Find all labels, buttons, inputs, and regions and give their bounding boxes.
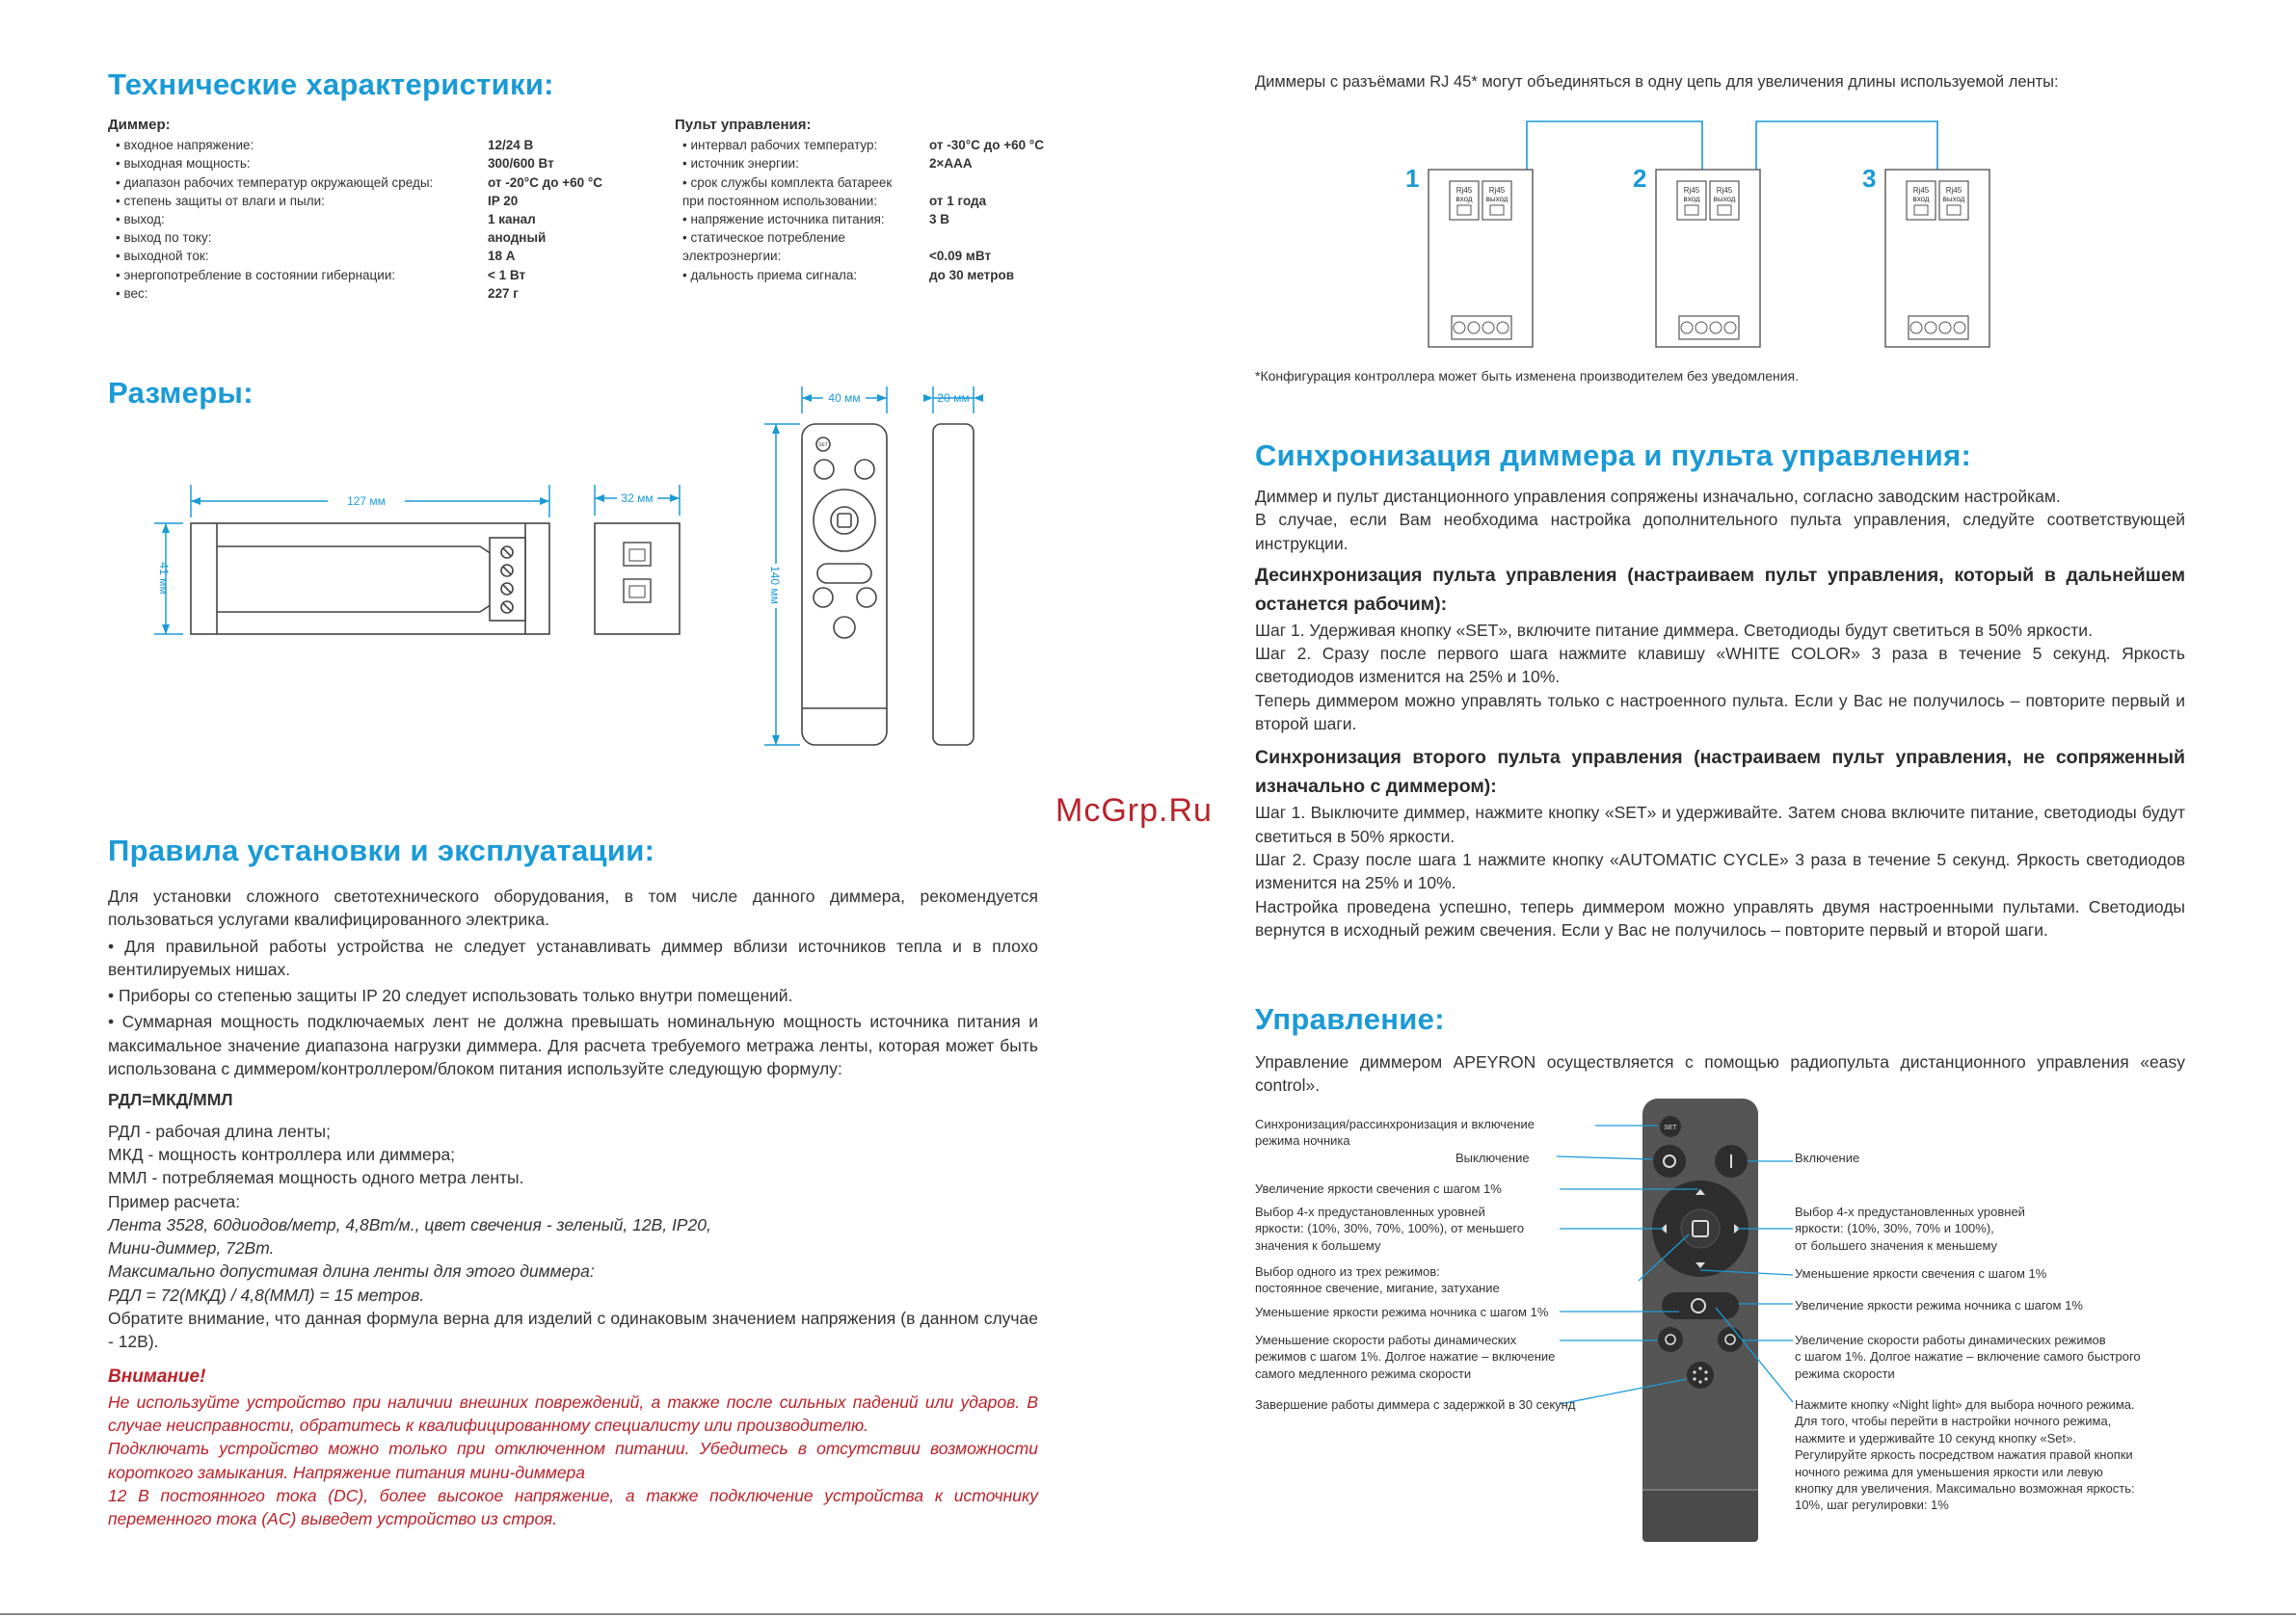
chain-intro: Диммеры с разъёмами RJ 45* могут объединяться в одну цепь для увеличения длины используемой ленты: xyxy=(1255,73,2059,91)
warning-line: Не используйте устройство при наличии внешних повреждений, а также после сильных падений или ударов. В случае неисправности, обратитесь к квалифицированному специалисту или производителю. xyxy=(108,1392,1038,1435)
second-sync-step: Настройка проведена успешно, теперь диммером можно управлять двумя настроенными пультами. Светодиоды вернутся в исходный режим свечения. Если у Вас не получилось – повторите первый и второй шаги. xyxy=(1255,896,2185,940)
port-label: Rj45 xyxy=(1716,186,1733,195)
second-sync-title: Синхронизация второго пульта управления (настраиваем пульт управления, не сопряженный изначально с диммером): xyxy=(1255,747,2185,798)
dimensions-drawing xyxy=(145,381,1012,766)
control-title: Управление: xyxy=(1255,1002,1445,1036)
example-line: РДЛ = 72(МКД) / 4,8(ММЛ) = 15 метров. xyxy=(108,1285,425,1305)
callout-off: Выключение xyxy=(1455,1151,1530,1165)
port-label: выход xyxy=(1942,195,1965,203)
definition-line: МКД - мощность контроллера или диммера; xyxy=(108,1144,456,1164)
spec-label: • интервал рабочих температур: xyxy=(682,138,878,153)
terminal-block xyxy=(1909,316,1968,339)
unit-number: 1 xyxy=(1405,164,1420,193)
port-label: вход xyxy=(1912,195,1930,203)
terminal-block xyxy=(1679,316,1739,339)
second-sync-step: Шаг 2. Сразу после шага 1 нажмите кнопку «AUTOMATIC CYCLE» 3 раза в течение 5 секунд. Яркость светодиодов изменится на 25% и 10%. xyxy=(1255,849,2185,893)
warning-title: Внимание! xyxy=(108,1366,206,1387)
formula: РДЛ=МКД/ММЛ xyxy=(108,1090,233,1110)
svg-text:SET: SET xyxy=(818,442,828,448)
desync-step: Шаг 2. Сразу после первого шага нажмите клавишу «WHITE COLOR» 3 раза в течение 5 секунд. Яркость светодиодов изменится на 25% и 10%. xyxy=(1255,644,2185,687)
sizes-title: Размеры: xyxy=(108,376,254,410)
spec-label: • выход: xyxy=(116,212,165,227)
definition-line: РДЛ - рабочая длина ленты; xyxy=(108,1121,331,1141)
rules-paragraph: • Суммарная мощность подключаемых лент не должна превышать номинальную мощность источника питания и максимальное значение диапазона нагрузки диммера. Для расчета требуемого метража ленты, которая может быть использована с диммером/контроллером/блоком питания используйте следующую формулу: xyxy=(108,1012,1038,1079)
svg-text:SET: SET xyxy=(1664,1125,1677,1131)
callout-brightness-up: Увеличение яркости свечения с шагом 1% xyxy=(1255,1181,1502,1196)
spec-row xyxy=(108,247,648,265)
port-label: Rj45 xyxy=(1912,186,1930,195)
spec-row xyxy=(108,173,648,192)
sync-intro-line: Диммер и пульт дистанционного управления сопряжены изначально, согласно заводским настройкам. xyxy=(1255,487,2061,506)
spec-row xyxy=(675,228,1118,247)
spec-value: 2×ААА xyxy=(929,156,973,172)
port-label: Rj45 xyxy=(1488,186,1506,195)
spec-row xyxy=(675,266,1118,284)
chain-footnote: *Конфигурация контроллера может быть изменена производителем без уведомления. xyxy=(1255,368,1799,384)
warning-line: Подключать устройство можно только при отключенном питании. Убедитесь в отсутствии возможности короткого замыкания. Напряжение питания мини-диммера xyxy=(108,1439,1038,1482)
spec-value: от -30°С до +60 °С xyxy=(929,138,1045,153)
callout-timer: Завершение работы диммера с задержкой в 30 секунд xyxy=(1255,1397,1576,1412)
remote-side-view xyxy=(923,386,983,745)
spec-label: • дальность приема сигнала: xyxy=(682,267,858,282)
unit-number: 3 xyxy=(1862,164,1877,193)
desync-title: Десинхронизация пульта управления (настраиваем пульт управления, который в дальнейшем останется рабочим): xyxy=(1255,564,2185,615)
control-intro: Управление диммером APEYRON осуществляется с помощью радиопульта дистанционного управления «easy control». xyxy=(1255,1052,2185,1096)
spec-label: • источник энергии: xyxy=(682,156,799,172)
dimmer-heading: Диммер: xyxy=(108,117,171,133)
sync-title: Синхронизация диммера и пульта управления: xyxy=(1255,438,1972,472)
terminal-block xyxy=(1452,316,1511,339)
callout-modes: Выбор одного из трех режимов: постоянное свечение, мигание, затухание xyxy=(1255,1264,1500,1296)
port-label: Rj45 xyxy=(1683,186,1700,195)
spec-label: • срок службы комплекта батареек xyxy=(682,174,893,190)
spec-label: • напряжение источника питания: xyxy=(682,212,885,227)
spec-value: 227 г xyxy=(488,285,519,301)
spec-value: 300/600 Вт xyxy=(488,156,554,172)
port-label: вход xyxy=(1683,195,1700,203)
second-sync-step: Шаг 1. Выключите диммер, нажмите кнопку «SET» и удерживайте. Затем снова включите питание, светодиоды будут светиться в 50% яркости. xyxy=(1255,803,2185,846)
rules-body xyxy=(108,885,1038,1530)
spec-value: <0.09 мВт xyxy=(929,249,992,264)
remote-front-view xyxy=(764,386,887,745)
example-line: Лента 3528, 60диодов/метр, 4,8Вт/м., цвет свечения - зеленый, 12В, IP20, xyxy=(108,1214,711,1234)
callout-preset-down: Выбор 4-х предустановленных уровней яркости: (10%, 30%, 70% и 100%), от большего значения к меньшему xyxy=(1795,1205,2025,1253)
tech-title: Технические характеристики: xyxy=(108,67,554,101)
spec-label: электроэнергии: xyxy=(682,249,782,264)
remote-heading: Пульт управления: xyxy=(675,117,812,133)
sync-intro-line: В случае, если Вам необходима настройка дополнительного пульта управления, следуйте соответствующей инструкции. xyxy=(1255,510,2185,553)
callout-speed-down: Уменьшение скорости работы динамических режимов с шагом 1%. Долгое нажатие – включение самого медленного режима скорости xyxy=(1255,1333,1556,1381)
example-line: Мини-диммер, 72Вт. xyxy=(108,1238,275,1259)
spec-row xyxy=(108,266,648,284)
height-label: 41 мм xyxy=(157,562,171,595)
spec-row xyxy=(108,228,648,247)
dimmer-specs xyxy=(108,116,648,303)
callout-speed-up: Увеличение скорости работы динамических режимов с шагом 1%. Долгое нажатие – включение самого быстрого режима скорости xyxy=(1795,1333,2141,1381)
spec-value: до 30 метров xyxy=(929,267,1015,282)
spec-value: IP 20 xyxy=(488,193,519,208)
spec-row xyxy=(108,284,648,303)
sync-body xyxy=(1255,485,2185,942)
definition-line: Пример расчета: xyxy=(108,1191,241,1211)
example-line: Максимально допустимая длина ленты для этого диммера: xyxy=(108,1261,595,1282)
port-label: вход xyxy=(1455,195,1473,203)
spec-label: • степень защиты от влаги и пыли: xyxy=(116,193,325,208)
rules-paragraph: Для установки сложного светотехнического оборудования, в том числе данного диммера, рекомендуется пользоваться услугами квалифицированного электрика. xyxy=(108,887,1038,930)
dimmer-front-view xyxy=(154,485,549,634)
callout-night-up: Увеличение яркости режима ночника с шагом 1% xyxy=(1795,1298,2083,1313)
spec-value: < 1 Вт xyxy=(488,267,526,282)
depth-label: 32 мм xyxy=(621,491,654,505)
spec-label: • вес: xyxy=(116,285,148,301)
chain-diagram xyxy=(1388,114,2063,355)
spec-row xyxy=(675,192,1118,210)
remote-depth-label: 20 мм xyxy=(937,391,970,405)
callout-night-light: Нажмите кнопку «Night light» для выбора ночного режима. Для того, чтобы перейти в настройки ночного режима, нажмите и удерживайте 10 секунд кнопку «Set». Регулируйте яркость посредством нажатия правой кнопки ночного режима для уменьшения яркости или левую кнопку для увеличения. Максимально возможная яркость: 10%, шаг регулировки: 1% xyxy=(1795,1397,2135,1513)
length-label: 127 мм xyxy=(347,494,386,508)
spec-label: • выходной ток: xyxy=(116,249,209,264)
definition-line: ММЛ - потребляемая мощность одного метра ленты. xyxy=(108,1168,524,1188)
port-label: выход xyxy=(1713,195,1736,203)
spec-value: 18 А xyxy=(488,249,516,264)
rules-paragraph: • Приборы со степенью защиты IP 20 следует использовать только внутри помещений. xyxy=(108,986,793,1006)
spec-row xyxy=(108,210,648,228)
callout-on: Включение xyxy=(1795,1151,1860,1165)
spec-value: от -20°С до +60 °С xyxy=(488,174,603,190)
remote-height-label: 140 мм xyxy=(768,566,782,604)
callout-brightness-down: Уменьшение яркости свечения с шагом 1% xyxy=(1795,1266,2047,1281)
spec-row xyxy=(675,154,1118,172)
spec-value: от 1 года xyxy=(929,193,987,208)
spec-row xyxy=(675,136,1118,154)
remote-width-label: 40 мм xyxy=(828,391,861,405)
spec-label: • выходная мощность: xyxy=(116,156,251,172)
page-bottom-line xyxy=(0,1613,2296,1615)
rules-paragraph: • Для правильной работы устройства не следует устанавливать диммер вблизи источников тепла и в плохо вентилируемых нишах. xyxy=(108,936,1038,979)
spec-label: • выход по току: xyxy=(116,230,212,246)
spec-value: 12/24 В xyxy=(488,138,534,153)
spec-label: • энергопотребление в состоянии гибернации: xyxy=(116,267,396,282)
spec-label: при постоянном использовании: xyxy=(682,193,878,208)
rules-note: Обратите внимание, что данная формула верна для изделий с одинаковым значением напряжения (в данном случае - 12В). xyxy=(108,1309,1038,1352)
spec-row xyxy=(108,154,648,172)
warning-line: 12 В постоянного тока (DC), более высокое напряжение, а также подключение устройства к источнику переменного тока (AC) выведет устройство из строя. xyxy=(108,1485,1038,1529)
rules-title: Правила установки и эксплуатации: xyxy=(108,834,655,867)
spec-label: • входное напряжение: xyxy=(116,138,254,153)
callout-set: Синхронизация/рассинхронизация и включение режима ночника xyxy=(1255,1117,1535,1149)
spec-row xyxy=(675,247,1118,265)
port-label: Rj45 xyxy=(1945,186,1962,195)
port-label: Rj45 xyxy=(1455,186,1473,195)
desync-step: Шаг 1. Удерживая кнопку «SET», включите питание диммера. Светодиоды будут светиться в 50% яркости. xyxy=(1255,620,2093,640)
spec-label: • диапазон рабочих температур окружающей среды: xyxy=(116,174,434,190)
spec-row xyxy=(108,136,648,154)
port-label: выход xyxy=(1485,195,1508,203)
spec-value: анодный xyxy=(488,230,547,246)
callout-night-down: Уменьшение яркости режима ночника с шагом 1% xyxy=(1255,1305,1549,1319)
spec-row xyxy=(675,173,1118,192)
dimmer-side-view xyxy=(595,485,680,634)
spec-value: 3 В xyxy=(929,212,950,227)
spec-row xyxy=(108,192,648,210)
spec-row xyxy=(675,210,1118,228)
spec-label: • статическое потребление xyxy=(682,230,845,246)
watermark: McGrp.Ru xyxy=(1055,792,1213,829)
desync-step: Теперь диммером можно управлять только с настроенного пульта. Если у Вас не получилось – повторите первый и второй шаги. xyxy=(1255,690,2185,734)
remote-specs xyxy=(675,116,1118,284)
unit-number: 2 xyxy=(1633,164,1647,193)
spec-value: 1 канал xyxy=(488,212,536,227)
callout-preset-up: Выбор 4-х предустановленных уровней яркости: (10%, 30%, 70%, 100%), от меньшего значения к большему xyxy=(1255,1205,1525,1253)
